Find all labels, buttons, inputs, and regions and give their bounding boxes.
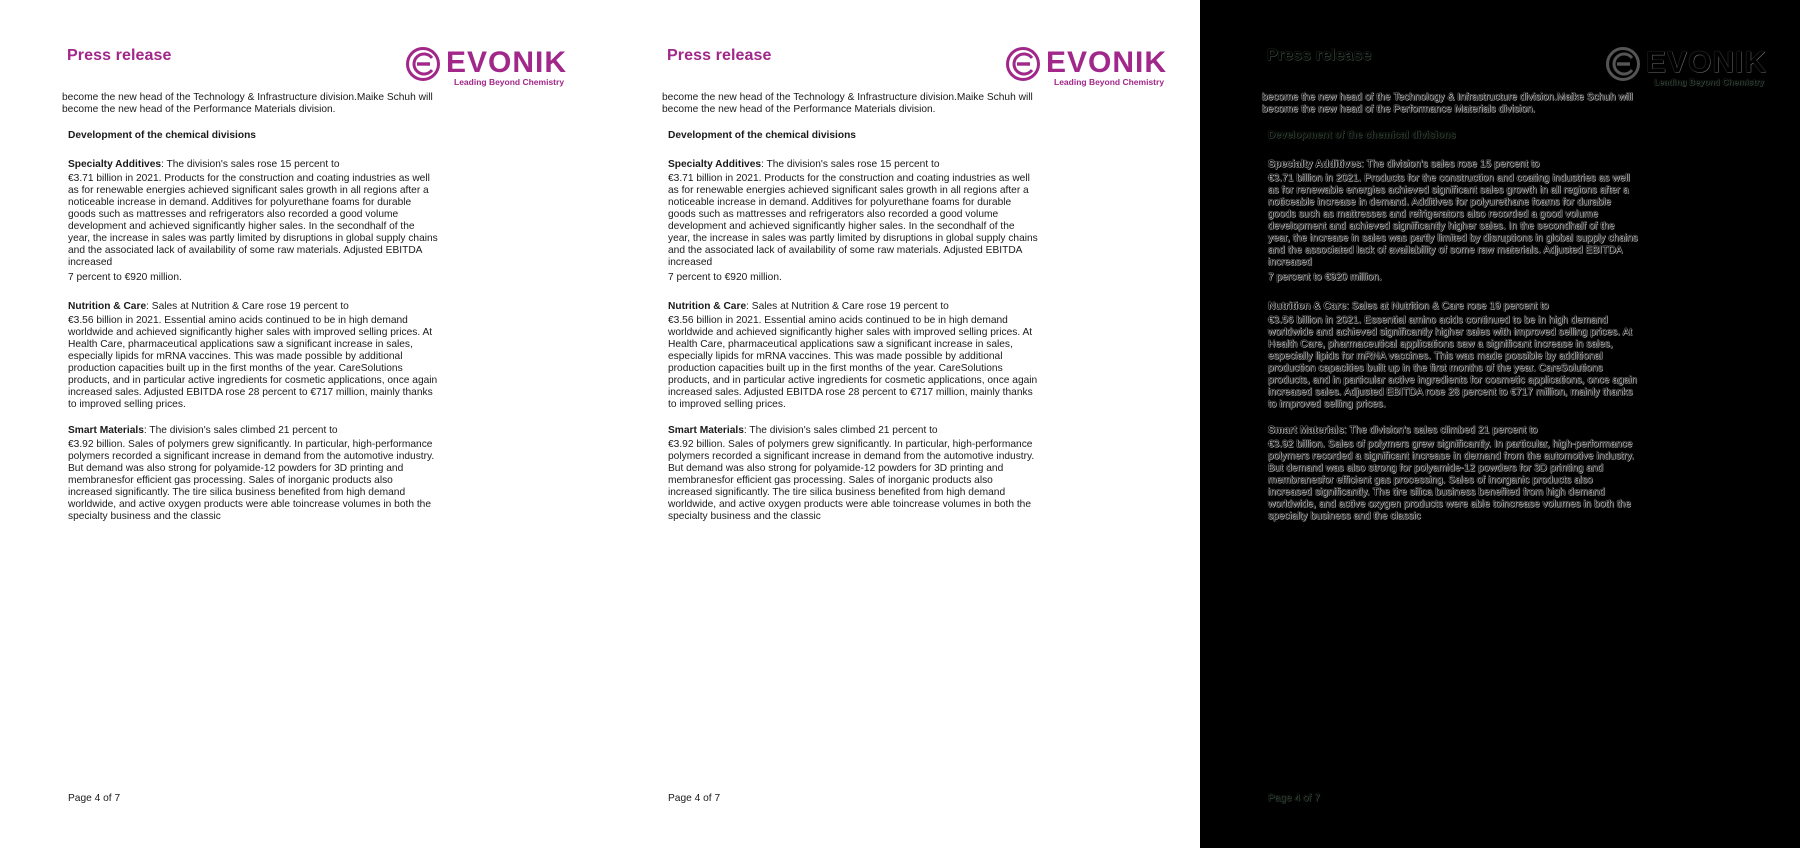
division-body: €3.92 billion. Sales of polymers grew significantly. In particular, high-performance polymers recorded a significant increase in demand from the automotive industry. But demand was also strong for polyamide-12 powders for 3D printing and membranesfor efficient gas processing. Sales of inorganic products also increased significantly. The tire silica business benefited from high demand worldwide, and active oxygen products were able toincrease volumes in both the specialty business and the classic [1268, 439, 1635, 522]
division-lead: : The division's sales climbed 21 percent to [1343, 425, 1538, 436]
division-body: €3.92 billion. Sales of polymers grew significantly. In particular, high-performance polymers recorded a significant increase in demand from the automotive industry. But demand was also strong for polyamide-12 powders for 3D printing and membranesfor efficient gas processing. Sales of inorganic products also increased significantly. The tire silica business benefited from high demand worldwide, and active oxygen products were able toincrease volumes in both the specialty business and the classic [68, 439, 435, 522]
division-body: €3.92 billion. Sales of polymers grew significantly. In particular, high-performance polymers recorded a significant increase in demand from the automotive industry. But demand was also strong for polyamide-12 powders for 3D printing and membranesfor efficient gas processing. Sales of inorganic products also increased significantly. The tire silica business benefited from high demand worldwide, and active oxygen products were able toincrease volumes in both the specialty business and the classic [668, 439, 1035, 522]
division-heading [668, 301, 1038, 313]
page-panel [600, 0, 1200, 848]
division-nutrition-care [68, 301, 438, 411]
division-heading [68, 425, 438, 437]
division-specialty-additives [1268, 159, 1638, 284]
division-heading [668, 425, 1038, 437]
division-nutrition-care [668, 301, 1038, 411]
press-release-heading: Press release [67, 47, 172, 64]
division-body: €3.56 billion in 2021. Essential amino acids continued to be in high demand worldwide and achieved significantly higher sales with improved selling prices. At Health Care, pharmaceutical applications saw a significant increase in sales, especially lipids for mRNA vaccines. This was made possible by additional production capacities built up in the first months of the year. CareSolutions products, and in particular active ingredients for cosmetic applications, once again increased sales. Adjusted EBITDA rose 28 percent to €717 million, mainly thanks to improved selling prices. [668, 315, 1038, 410]
division-lead: : The division's sales rose 15 percent to [161, 159, 340, 170]
division-smart-materials [1268, 425, 1638, 523]
press-release-heading: Press release [667, 47, 772, 64]
evonik-logo [406, 44, 568, 88]
division-name: Nutrition & Care [668, 301, 747, 312]
evonik-logo-icon [1606, 47, 1640, 81]
division-heading [1268, 301, 1638, 313]
division-nutrition-care [1268, 301, 1638, 411]
section-title: Development of the chemical divisions [68, 130, 256, 141]
division-lead: : The division's sales rose 15 percent to [1361, 159, 1540, 170]
division-name: Smart Materials [68, 425, 144, 436]
document-page [0, 0, 600, 848]
press-release-heading: Press release [1267, 47, 1372, 64]
section-title: Development of the chemical divisions [668, 130, 856, 141]
document-page [1200, 0, 1800, 848]
document-page [600, 0, 1200, 848]
division-body: €3.56 billion in 2021. Essential amino acids continued to be in high demand worldwide and achieved significantly higher sales with improved selling prices. At Health Care, pharmaceutical applications saw a significant increase in sales, especially lipids for mRNA vaccines. This was made possible by additional production capacities built up in the first months of the year. CareSolutions products, and in particular active ingredients for cosmetic applications, once again increased sales. Adjusted EBITDA rose 28 percent to €717 million, mainly thanks to improved selling prices. [68, 315, 438, 410]
division-name: Nutrition & Care [1268, 301, 1347, 312]
division-heading [68, 301, 438, 313]
division-heading [668, 159, 1038, 171]
evonik-logo [1006, 44, 1168, 88]
division-heading [1268, 159, 1638, 171]
division-note: 7 percent to €920 million. [668, 272, 782, 283]
division-smart-materials [68, 425, 438, 523]
division-name: Smart Materials [668, 425, 744, 436]
division-heading [68, 159, 438, 171]
logo-tagline: Leading Beyond Chemistry [1654, 77, 1765, 87]
evonik-logo-icon [406, 47, 440, 81]
intro-paragraph: become the new head of the Technology & Infrastructure division.Maike Schuh will become the new head of the Performance Materials division. [662, 92, 1033, 115]
intro-paragraph: become the new head of the Technology & Infrastructure division.Maike Schuh will become the new head of the Performance Materials division. [1262, 92, 1633, 115]
division-body: €3.56 billion in 2021. Essential amino acids continued to be in high demand worldwide and achieved significantly higher sales with improved selling prices. At Health Care, pharmaceutical applications saw a significant increase in sales, especially lipids for mRNA vaccines. This was made possible by additional production capacities built up in the first months of the year. CareSolutions products, and in particular active ingredients for cosmetic applications, once again increased sales. Adjusted EBITDA rose 28 percent to €717 million, mainly thanks to improved selling prices. [1268, 315, 1638, 410]
division-lead: : The division's sales climbed 21 percent to [743, 425, 938, 436]
section-title: Development of the chemical divisions [1268, 130, 1456, 141]
page-number-footer: Page 4 of 7 [68, 793, 121, 804]
logo-wordmark: EVONIK [1646, 46, 1768, 79]
division-heading [1268, 425, 1638, 437]
division-specialty-additives [68, 159, 438, 284]
logo-wordmark: EVONIK [1046, 46, 1168, 79]
division-lead: : Sales at Nutrition & Care rose 19 percent to [1346, 301, 1549, 312]
page-number-footer: Page 4 of 7 [1268, 793, 1321, 804]
division-note: 7 percent to €920 million. [68, 272, 182, 283]
division-smart-materials [668, 425, 1038, 523]
evonik-logo-icon [1006, 47, 1040, 81]
division-name: Specialty Additives [668, 159, 762, 170]
division-lead: : The division's sales climbed 21 percent to [143, 425, 338, 436]
page-number-footer: Page 4 of 7 [668, 793, 721, 804]
division-note: 7 percent to €920 million. [1268, 272, 1382, 283]
page-panel [0, 0, 600, 848]
division-name: Specialty Additives [68, 159, 162, 170]
division-lead: : The division's sales rose 15 percent to [761, 159, 940, 170]
inverted-page-panel [1200, 0, 1800, 848]
division-body: €3.71 billion in 2021. Products for the construction and coating industries as well as for renewable energies achieved significant sales growth in all regions after a noticeable increase in demand. Additives for polyurethane foams for durable goods such as mattresses and refrigerators also recorded a good volume development and achieved significantly higher sales. In the secondhalf of the year, the increase in sales was partly limited by disruptions in global supply chains and the associated lack of availability of some raw materials. Adjusted EBITDA increased [668, 173, 1038, 268]
division-lead: : Sales at Nutrition & Care rose 19 percent to [746, 301, 949, 312]
logo-wordmark: EVONIK [446, 46, 568, 79]
evonik-logo [1606, 44, 1768, 88]
intro-paragraph: become the new head of the Technology & Infrastructure division.Maike Schuh will become the new head of the Performance Materials division. [62, 92, 433, 115]
division-name: Specialty Additives [1268, 159, 1362, 170]
logo-tagline: Leading Beyond Chemistry [454, 77, 565, 87]
division-lead: : Sales at Nutrition & Care rose 19 percent to [146, 301, 349, 312]
division-name: Smart Materials [1268, 425, 1344, 436]
division-body: €3.71 billion in 2021. Products for the construction and coating industries as well as for renewable energies achieved significant sales growth in all regions after a noticeable increase in demand. Additives for polyurethane foams for durable goods such as mattresses and refrigerators also recorded a good volume development and achieved significantly higher sales. In the secondhalf of the year, the increase in sales was partly limited by disruptions in global supply chains and the associated lack of availability of some raw materials. Adjusted EBITDA increased [1268, 173, 1638, 268]
division-name: Nutrition & Care [68, 301, 147, 312]
division-body: €3.71 billion in 2021. Products for the construction and coating industries as well as for renewable energies achieved significant sales growth in all regions after a noticeable increase in demand. Additives for polyurethane foams for durable goods such as mattresses and refrigerators also recorded a good volume development and achieved significantly higher sales. In the secondhalf of the year, the increase in sales was partly limited by disruptions in global supply chains and the associated lack of availability of some raw materials. Adjusted EBITDA increased [68, 173, 438, 268]
division-specialty-additives [668, 159, 1038, 284]
logo-tagline: Leading Beyond Chemistry [1054, 77, 1165, 87]
